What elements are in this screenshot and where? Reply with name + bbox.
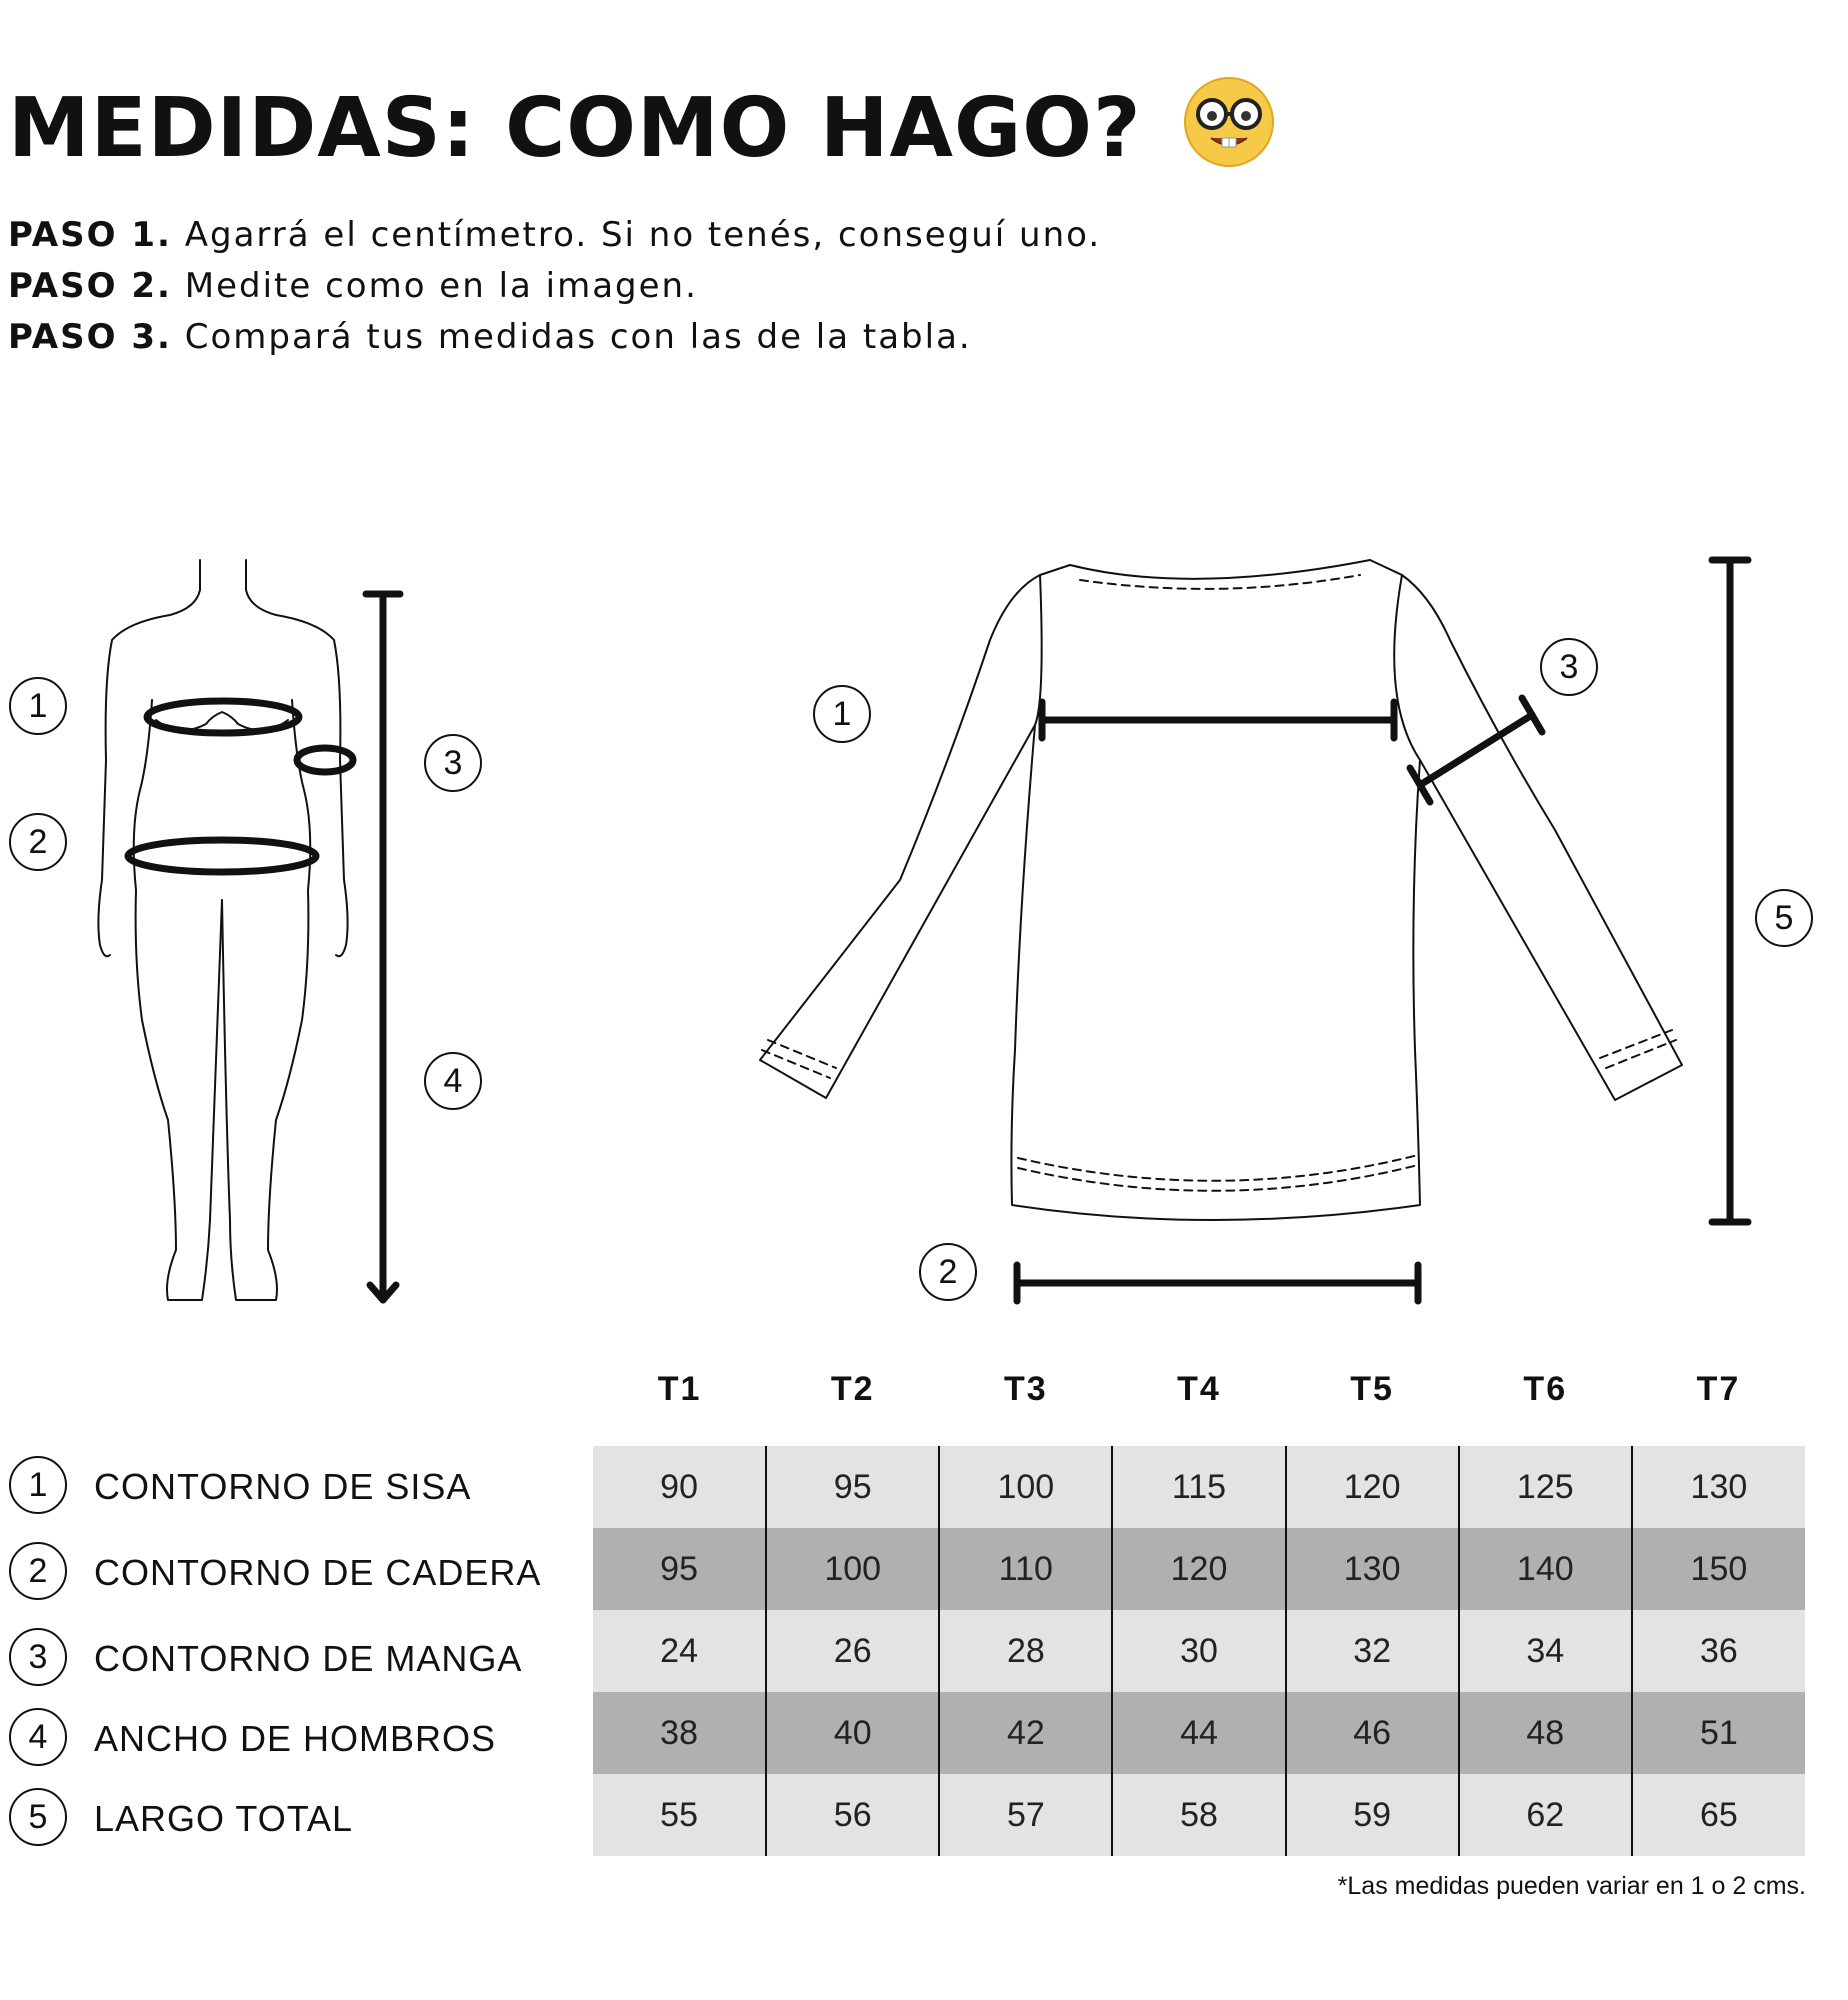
table-cell: 26 — [766, 1610, 939, 1692]
size-table — [593, 1370, 1805, 1856]
garment-marker-3: 3 — [1540, 638, 1598, 696]
table-cell: 24 — [593, 1610, 766, 1692]
table-cell: 34 — [1459, 1610, 1632, 1692]
table-cell: 95 — [593, 1528, 766, 1610]
row-1-number: 1 — [9, 1456, 67, 1514]
table-cell: 42 — [939, 1692, 1112, 1774]
table-cell: 150 — [1632, 1528, 1805, 1610]
table-cell: 110 — [939, 1528, 1112, 1610]
row-4-label: ANCHO DE HOMBROS — [94, 1718, 497, 1759]
table-cell: 140 — [1459, 1528, 1632, 1610]
table-cell: 57 — [939, 1774, 1112, 1856]
row-3-number: 3 — [9, 1628, 67, 1686]
size-header: T6 — [1523, 1370, 1568, 1408]
body-height-arrow — [366, 594, 400, 1300]
table-cell: 30 — [1112, 1610, 1285, 1692]
table-cell: 51 — [1632, 1692, 1805, 1774]
table-row — [593, 1774, 1805, 1856]
table-cell: 48 — [1459, 1692, 1632, 1774]
table-row — [593, 1692, 1805, 1774]
body-bands — [128, 701, 353, 872]
size-header: T5 — [1350, 1370, 1394, 1408]
table-row — [593, 1446, 1805, 1528]
size-header: T4 — [1177, 1370, 1221, 1408]
step-3-text: Compará tus medidas con las de la tabla. — [184, 317, 972, 357]
row-5-number: 5 — [9, 1788, 67, 1846]
footnote: *Las medidas pueden variar en 1 o 2 cms. — [1337, 1872, 1806, 1900]
size-header: T7 — [1696, 1370, 1741, 1408]
table-cell: 28 — [939, 1610, 1112, 1692]
table-cell: 44 — [1112, 1692, 1285, 1774]
garment-measures — [1017, 560, 1748, 1301]
table-cell: 36 — [1632, 1610, 1805, 1692]
step-3-label: PASO 3. — [8, 317, 172, 357]
step-1-label: PASO 1. — [8, 215, 172, 255]
row-4-number: 4 — [9, 1708, 67, 1766]
step-2-label: PASO 2. — [8, 266, 172, 306]
table-cell: 46 — [1286, 1692, 1459, 1774]
table-row — [593, 1610, 1805, 1692]
step-1-text: Agarrá el centímetro. Si no tenés, conseguí uno. — [184, 215, 1102, 255]
garment-marker-1: 1 — [813, 685, 871, 743]
table-cell: 59 — [1286, 1774, 1459, 1856]
table-cell: 56 — [766, 1774, 939, 1856]
table-cell: 100 — [766, 1528, 939, 1610]
table-cell: 100 — [939, 1446, 1112, 1528]
table-cell: 130 — [1286, 1528, 1459, 1610]
row-2-number: 2 — [9, 1542, 67, 1600]
garment-marker-2: 2 — [919, 1243, 977, 1301]
table-cell: 62 — [1459, 1774, 1632, 1856]
size-header: T2 — [830, 1370, 875, 1408]
table-cell: 32 — [1286, 1610, 1459, 1692]
table-cell: 55 — [593, 1774, 766, 1856]
size-header: T1 — [657, 1370, 702, 1408]
table-cell: 65 — [1632, 1774, 1805, 1856]
body-marker-1: 1 — [9, 677, 67, 735]
row-3-label: CONTORNO DE MANGA — [94, 1638, 523, 1679]
row-1-label: CONTORNO DE SISA — [94, 1466, 472, 1507]
table-cell: 58 — [1112, 1774, 1285, 1856]
body-marker-4: 4 — [424, 1052, 482, 1110]
table-cell: 130 — [1632, 1446, 1805, 1528]
size-header: T3 — [1004, 1370, 1048, 1408]
table-cell: 90 — [593, 1446, 766, 1528]
table-cell: 120 — [1286, 1446, 1459, 1528]
row-5-label: LARGO TOTAL — [94, 1798, 354, 1839]
table-cell: 125 — [1459, 1446, 1632, 1528]
table-row — [593, 1528, 1805, 1610]
row-2-label: CONTORNO DE CADERA — [94, 1552, 542, 1593]
size-header-row — [593, 1370, 1805, 1446]
step-2-text: Medite como en la imagen. — [184, 266, 698, 306]
body-marker-3: 3 — [424, 734, 482, 792]
body-silhouette — [98, 560, 347, 1300]
page-title-text: MEDIDAS: COMO HAGO? — [8, 81, 1142, 176]
table-cell: 95 — [766, 1446, 939, 1528]
table-cell: 115 — [1112, 1446, 1285, 1528]
body-marker-2: 2 — [9, 813, 67, 871]
table-cell: 40 — [766, 1692, 939, 1774]
table-cell: 38 — [593, 1692, 766, 1774]
garment-marker-5: 5 — [1755, 889, 1813, 947]
table-cell: 120 — [1112, 1528, 1285, 1610]
